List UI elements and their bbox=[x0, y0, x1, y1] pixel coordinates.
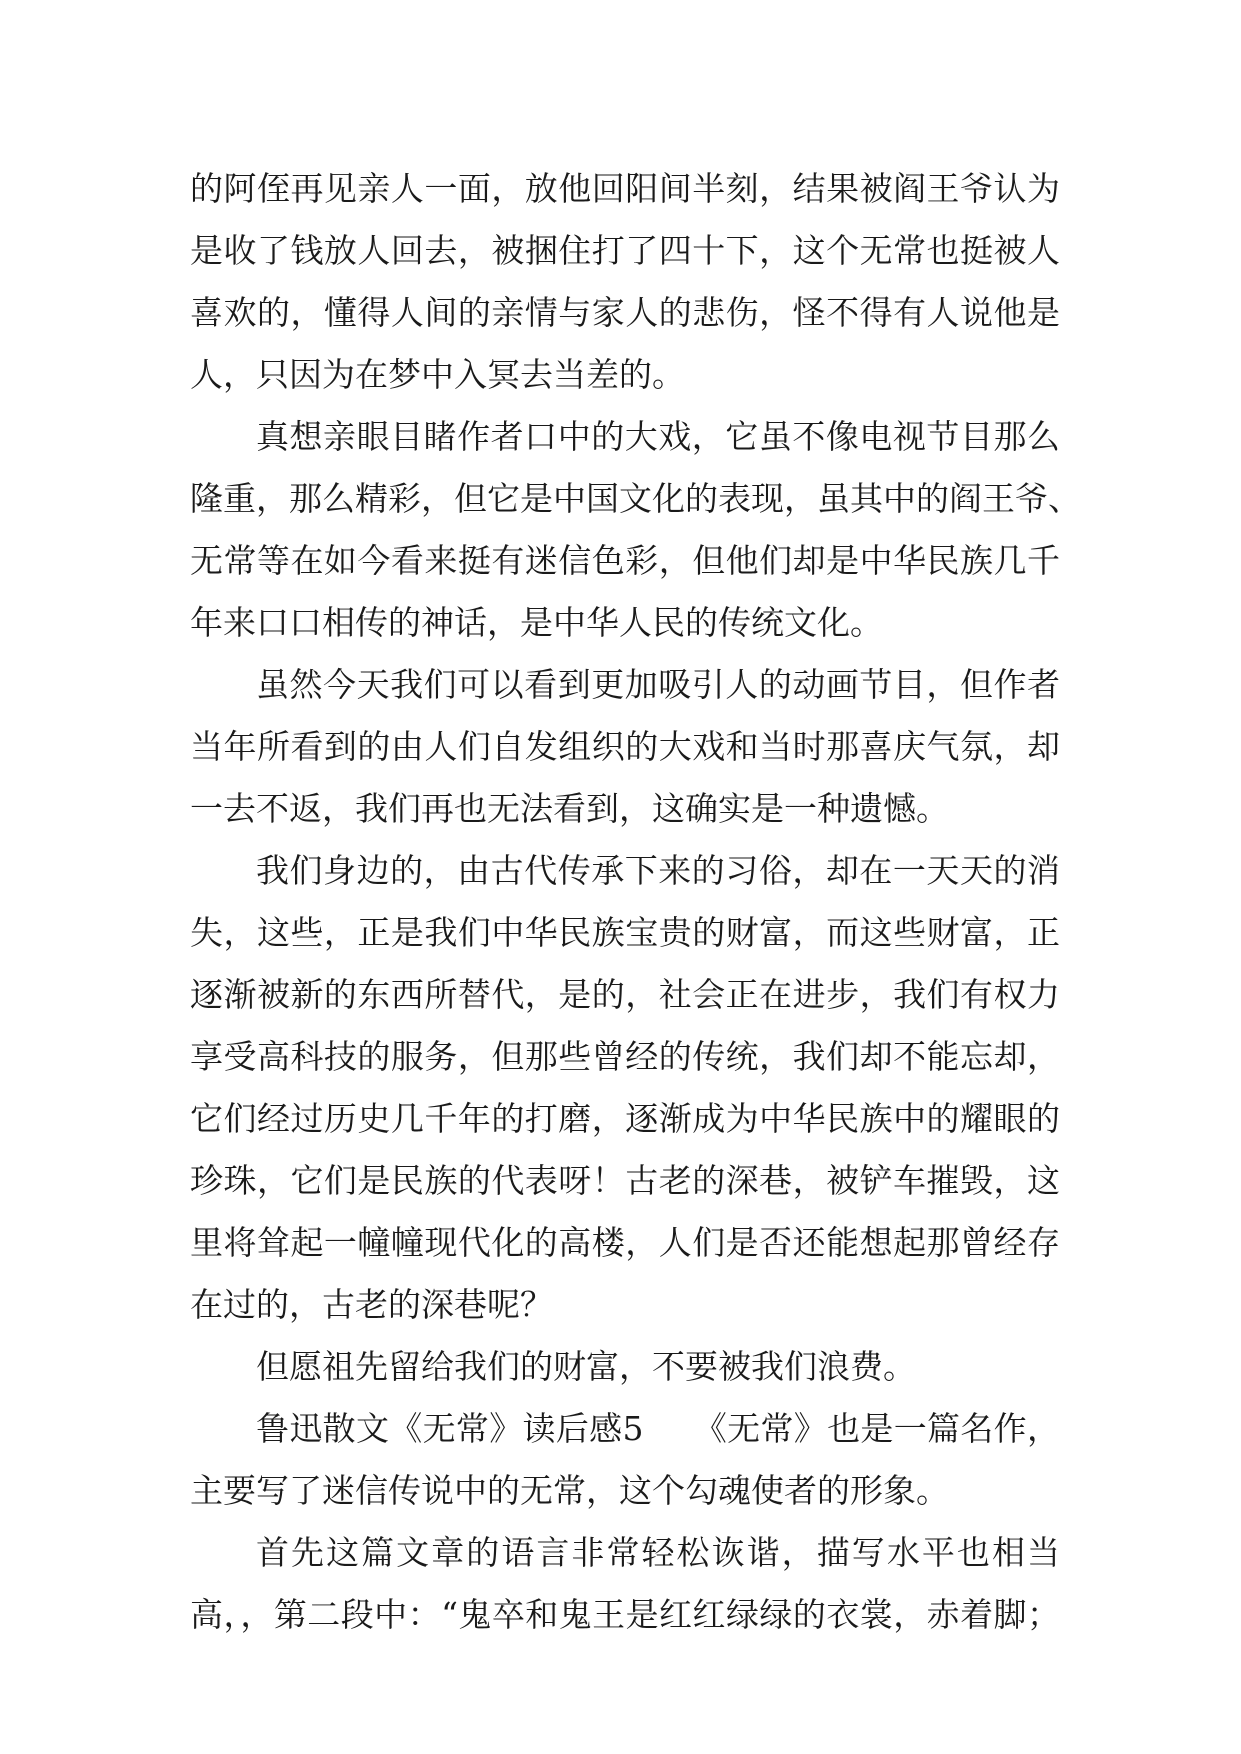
text-line: 当年所看到的由人们自发组织的大戏和当时那喜庆气氛，却 bbox=[190, 727, 1060, 766]
text-line: 年来口口相传的神话，是中华人民的传统文化。 bbox=[190, 603, 883, 642]
paragraph-3 bbox=[190, 654, 1060, 840]
paragraph-4 bbox=[190, 840, 1060, 1336]
text-line: 在过的，古老的深巷呢？ bbox=[190, 1285, 553, 1324]
text-line: 隆重，那么精彩，但它是中国文化的表现，虽其中的阎王爷、 bbox=[190, 479, 1081, 518]
text-line: 喜欢的，懂得人间的亲情与家人的悲伤，怪不得有人说他是 bbox=[190, 293, 1060, 332]
text-line: 一去不返，我们再也无法看到，这确实是一种遗憾。 bbox=[190, 789, 949, 828]
text-line: 真想亲眼目睹作者口中的大戏，它虽不像电视节目那么 bbox=[256, 417, 1060, 456]
text-line: 无常等在如今看来挺有迷信色彩，但他们却是中华民族几千 bbox=[190, 541, 1060, 580]
text-line: 失，这些，正是我们中华民族宝贵的财富，而这些财富，正 bbox=[190, 913, 1060, 952]
paragraph-5 bbox=[190, 1336, 1060, 1398]
paragraph-6 bbox=[190, 1398, 1060, 1522]
text-line: 人，只因为在梦中入冥去当差的。 bbox=[190, 355, 685, 394]
text-line: 逐渐被新的东西所替代，是的，社会正在进步，我们有权力 bbox=[190, 975, 1060, 1014]
text-line: 是收了钱放人回去，被捆住打了四十下，这个无常也挺被人 bbox=[190, 231, 1060, 270]
text-line: 它们经过历史几千年的打磨，逐渐成为中华民族中的耀眼的 bbox=[190, 1099, 1060, 1138]
paragraph-2 bbox=[190, 406, 1081, 654]
text-line: 我们身边的，由古代传承下来的习俗，却在一天天的消 bbox=[256, 851, 1060, 890]
text-line: 首先这篇文章的语言非常轻松诙谐，描写水平也相当 bbox=[256, 1533, 1060, 1572]
text-line: 珍珠，它们是民族的代表呀！古老的深巷，被铲车摧毁，这 bbox=[190, 1161, 1060, 1200]
paragraph-1 bbox=[190, 158, 1060, 406]
text-line: 高，，第二段中：“鬼卒和鬼王是红红绿绿的衣裳，赤着脚； bbox=[190, 1595, 1060, 1634]
text-line: 的阿侄再见亲人一面，放他回阳间半刻，结果被阎王爷认为 bbox=[190, 169, 1060, 208]
text-line: 但愿祖先留给我们的财富，不要被我们浪费。 bbox=[256, 1347, 916, 1386]
text-line: 主要写了迷信传说中的无常，这个勾魂使者的形象。 bbox=[190, 1471, 949, 1510]
text-line: 里将耸起一幢幢现代化的高楼，人们是否还能想起那曾经存 bbox=[190, 1223, 1060, 1262]
paragraph-7 bbox=[190, 1522, 1060, 1646]
text-line: 鲁迅散文《无常》读后感5 《无常》也是一篇名作， bbox=[256, 1409, 1060, 1448]
document-page bbox=[190, 158, 1081, 1646]
text-line: 虽然今天我们可以看到更加吸引人的动画节目，但作者 bbox=[256, 665, 1060, 704]
text-line: 享受高科技的服务，但那些曾经的传统，我们却不能忘却， bbox=[190, 1037, 1060, 1076]
